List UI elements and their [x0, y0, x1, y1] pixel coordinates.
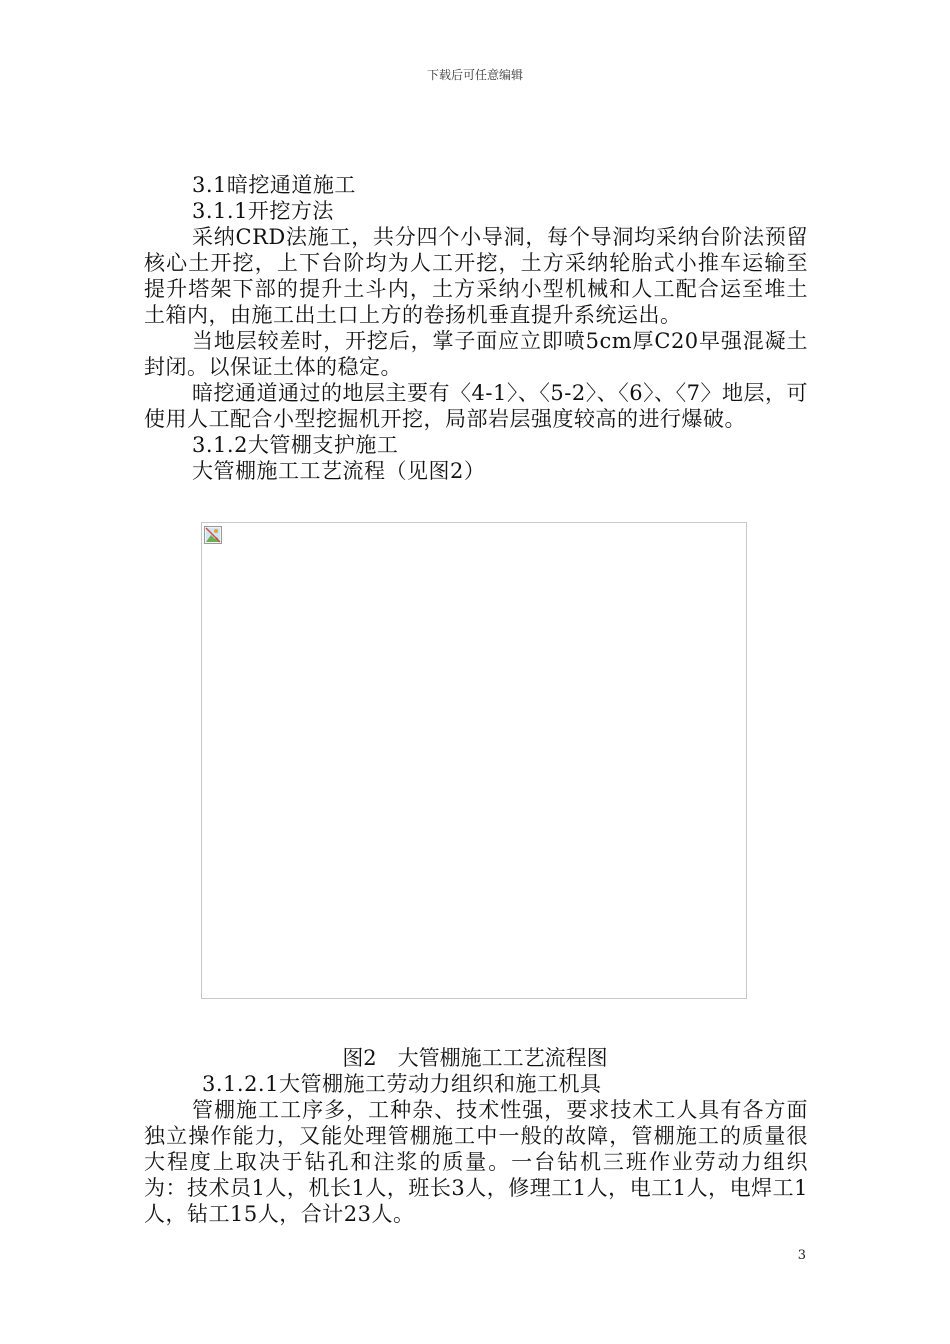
section-heading-3-1: 3.1暗挖通道施工 [192, 173, 356, 197]
document-body-lower [144, 1071, 808, 1227]
page-header: 下载后可任意编辑 [426, 68, 523, 82]
figure-caption: 图2 大管棚施工工艺流程图 [342, 1046, 608, 1070]
broken-image-icon [204, 526, 222, 544]
section-heading-3-1-2-1: 3.1.2.1大管棚施工劳动力组织和施工机具 [202, 1072, 602, 1096]
flow-intro: 大管棚施工工艺流程（见图2） [192, 459, 486, 483]
figure-placeholder [201, 522, 747, 999]
section-heading-3-1-2: 3.1.2大管棚支护施工 [192, 433, 399, 457]
document-body [144, 172, 808, 484]
section-heading-3-1-1: 3.1.1开挖方法 [192, 199, 334, 223]
page-number: 3 [797, 1248, 806, 1263]
paragraph-poor-strata: 当地层较差时，开挖后，掌子面应立即喷5cm厚C20早强混凝土封闭。以保证土体的稳定。 [144, 329, 808, 379]
paragraph-labor-organization: 管棚施工工序多，工种杂、技术性强，要求技术工人具有各方面独立操作能力，又能处理管棚施工中一般的故障，管棚施工的质量很大程度上取决于钻孔和注浆的质量。一台钻机三班作业劳动力组织为：技术员1人，机长1人，班长3人，修理工1人，电工1人，电焊工1人，钻工15人，合计23人。 [144, 1098, 808, 1226]
paragraph-excavation-method: 采纳CRD法施工，共分四个小导洞，每个导洞均采纳台阶法预留核心土开挖，上下台阶均为人工开挖，土方采纳轮胎式小推车运输至提升塔架下部的提升土斗内，土方采纳小型机械和人工配合运至堆土土箱内，由施工出土口上方的卷扬机垂直提升系统运出。 [144, 225, 808, 327]
paragraph-strata-layers: 暗挖通道通过的地层主要有〈4-1〉、〈5-2〉、〈6〉、〈7〉地层，可使用人工配合小型挖掘机开挖，局部岩层强度较高的进行爆破。 [144, 381, 808, 431]
